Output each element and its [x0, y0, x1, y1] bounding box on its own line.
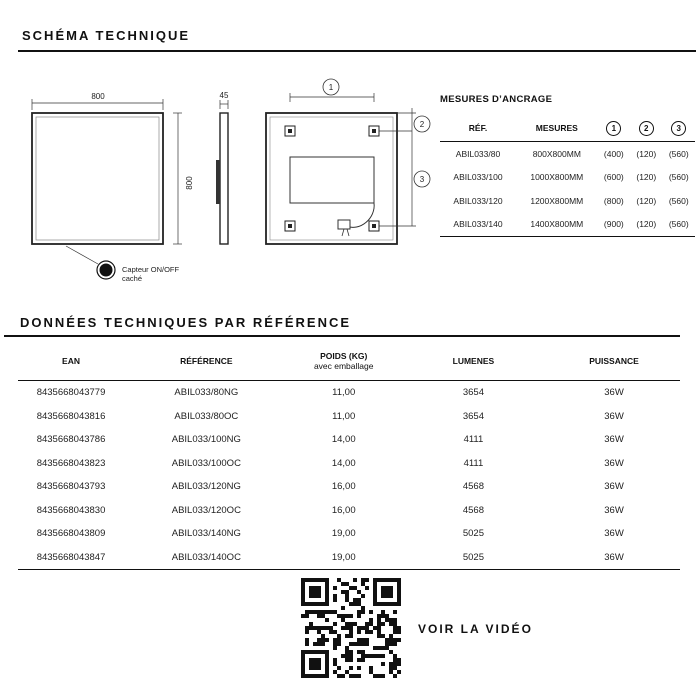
anchorage-cell: (120): [636, 148, 657, 159]
anchorage-cell: (120): [636, 172, 657, 183]
header-power: PUISSANCE: [548, 342, 680, 381]
table-cell: ABIL033/100OC: [171, 457, 241, 469]
table-cell: 36W: [604, 481, 624, 493]
table-cell: 8435668043786: [36, 434, 106, 446]
table-cell: 19,00: [331, 528, 356, 540]
table-cell: 11,00: [332, 410, 356, 422]
table-cell: 14,00: [331, 434, 356, 446]
table-row: [18, 546, 680, 570]
table-cell: 8435668043779: [36, 387, 106, 399]
technical-title: DONNÉES TECHNIQUES PAR RÉFÉRENCE: [20, 315, 352, 330]
table-cell: 14,00: [331, 457, 356, 469]
anchorage-cell: 800X800MM: [532, 148, 581, 159]
anchorage-table: [440, 115, 695, 237]
anchorage-cell: (560): [668, 195, 689, 206]
table-cell: 8435668043793: [36, 481, 106, 493]
callout-1-text: 1: [328, 83, 334, 92]
anchorage-header-row: [440, 115, 695, 142]
header-weight: [289, 342, 399, 381]
anchorage-cell: (400): [603, 148, 624, 159]
table-cell: ABIL033/80NG: [174, 387, 239, 399]
header-ean: EAN: [18, 342, 124, 381]
anchorage-cell: ABIL033/80: [455, 148, 501, 159]
anchorage-cell: ABIL033/100: [453, 172, 503, 183]
header-lumens: LUMENES: [399, 342, 548, 381]
table-cell: 4568: [462, 504, 484, 516]
callout-1: [290, 79, 374, 102]
technical-title-rule: [4, 335, 680, 337]
table-cell: 36W: [548, 546, 680, 570]
anchorage-header-3: 3: [671, 121, 686, 136]
anchorage-row: [440, 166, 695, 190]
anchor-bottom-left: [285, 221, 295, 231]
header-reference: RÉFÉRENCE: [124, 342, 289, 381]
header-weight-sub: avec emballage: [313, 361, 374, 371]
table-cell: ABIL033/80OC: [174, 410, 239, 422]
table-cell: 8435668043847: [18, 546, 124, 570]
anchor-bottom-right: [369, 221, 379, 231]
table-row: [18, 522, 680, 546]
width-dimension: [32, 92, 163, 110]
table-cell: ABIL033/140NG: [171, 528, 241, 540]
anchorage-cell: (560): [668, 172, 689, 183]
table-cell: 4568: [462, 481, 484, 493]
callout-3-text: 3: [419, 175, 425, 184]
anchorage-row: [440, 213, 695, 237]
anchorage-header-2: 2: [639, 121, 654, 136]
table-cell: 36W: [604, 504, 624, 516]
technical-table: [18, 342, 680, 570]
table-cell: 8435668043823: [36, 457, 106, 469]
callout-3: [379, 131, 430, 226]
dim-width-text: 800: [91, 92, 105, 101]
table-row: [18, 452, 680, 476]
table-row: [18, 499, 680, 523]
technical-header-row: [18, 342, 680, 381]
table-cell: 16,00: [331, 481, 356, 493]
table-cell: 36W: [604, 410, 624, 422]
anchorage-cell: 1200X800MM: [530, 195, 584, 206]
table-cell: 11,00: [332, 387, 356, 399]
anchorage-cell: (800): [603, 195, 624, 206]
anchorage-cell: (560): [663, 213, 695, 237]
height-dimension: [173, 113, 194, 244]
table-row: [18, 381, 680, 405]
table-cell: 8435668043809: [36, 528, 106, 540]
qr-code-icon[interactable]: [301, 578, 401, 678]
anchor-top-right: [369, 126, 379, 136]
anchorage-cell: (560): [668, 148, 689, 159]
anchorage-row: [440, 142, 695, 166]
table-cell: 5025: [462, 528, 484, 540]
anchorage-cell: 1400X800MM: [516, 213, 598, 237]
sensor-pointer-line: [66, 246, 98, 264]
table-cell: 4111: [463, 434, 484, 446]
side-view: [216, 91, 229, 244]
table-cell: 8435668043830: [36, 504, 106, 516]
anchorage-cell: (600): [603, 172, 624, 183]
front-view-mirror: [32, 113, 163, 244]
table-cell: ABIL033/140OC: [124, 546, 289, 570]
table-cell: ABIL033/120NG: [171, 481, 241, 493]
table-cell: ABIL033/120OC: [171, 504, 241, 516]
table-cell: 3654: [462, 410, 484, 422]
anchorage-cell: (120): [630, 213, 662, 237]
dim-depth-text: 45: [219, 91, 229, 100]
table-row: [18, 475, 680, 499]
anchorage-cell: (120): [636, 195, 657, 206]
back-view: [266, 113, 397, 244]
table-cell: 36W: [604, 457, 624, 469]
anchorage-header-measures: MESURES: [516, 115, 598, 142]
callout-2-text: 2: [419, 120, 425, 129]
table-cell: 4111: [463, 457, 484, 469]
anchorage-cell: ABIL033/120: [453, 195, 503, 206]
schema-title: SCHÉMA TECHNIQUE: [22, 28, 191, 43]
anchorage-header-1: 1: [606, 121, 621, 136]
dim-height-text: 800: [185, 176, 194, 190]
callout-2: [379, 108, 430, 132]
table-cell: 16,00: [331, 504, 356, 516]
anchor-top-left: [285, 126, 295, 136]
table-row: [18, 428, 680, 452]
table-cell: 8435668043816: [36, 410, 106, 422]
table-row: [18, 405, 680, 429]
anchorage-header-ref: RÉF.: [440, 115, 516, 142]
table-cell: 19,00: [289, 546, 399, 570]
table-cell: 5025: [399, 546, 548, 570]
sensor-icon-inner: [100, 264, 113, 277]
watch-video-link[interactable]: VOIR LA VIDÉO: [418, 622, 533, 636]
header-weight-main: POIDS (KG): [320, 351, 368, 361]
anchorage-cell: ABIL033/140: [440, 213, 516, 237]
sensor-label-line2: caché: [122, 274, 143, 283]
table-cell: ABIL033/100NG: [171, 434, 241, 446]
anchorage-cell: (900): [598, 213, 630, 237]
anchorage-title: MESURES D’ANCRAGE: [440, 94, 553, 105]
table-cell: 36W: [604, 528, 624, 540]
anchorage-cell: 1000X800MM: [530, 172, 584, 183]
table-cell: 36W: [604, 434, 624, 446]
table-cell: 36W: [604, 387, 624, 399]
anchorage-row: [440, 189, 695, 213]
sensor-label-line1: Capteur ON/OFF: [122, 265, 180, 274]
table-cell: 3654: [462, 387, 484, 399]
